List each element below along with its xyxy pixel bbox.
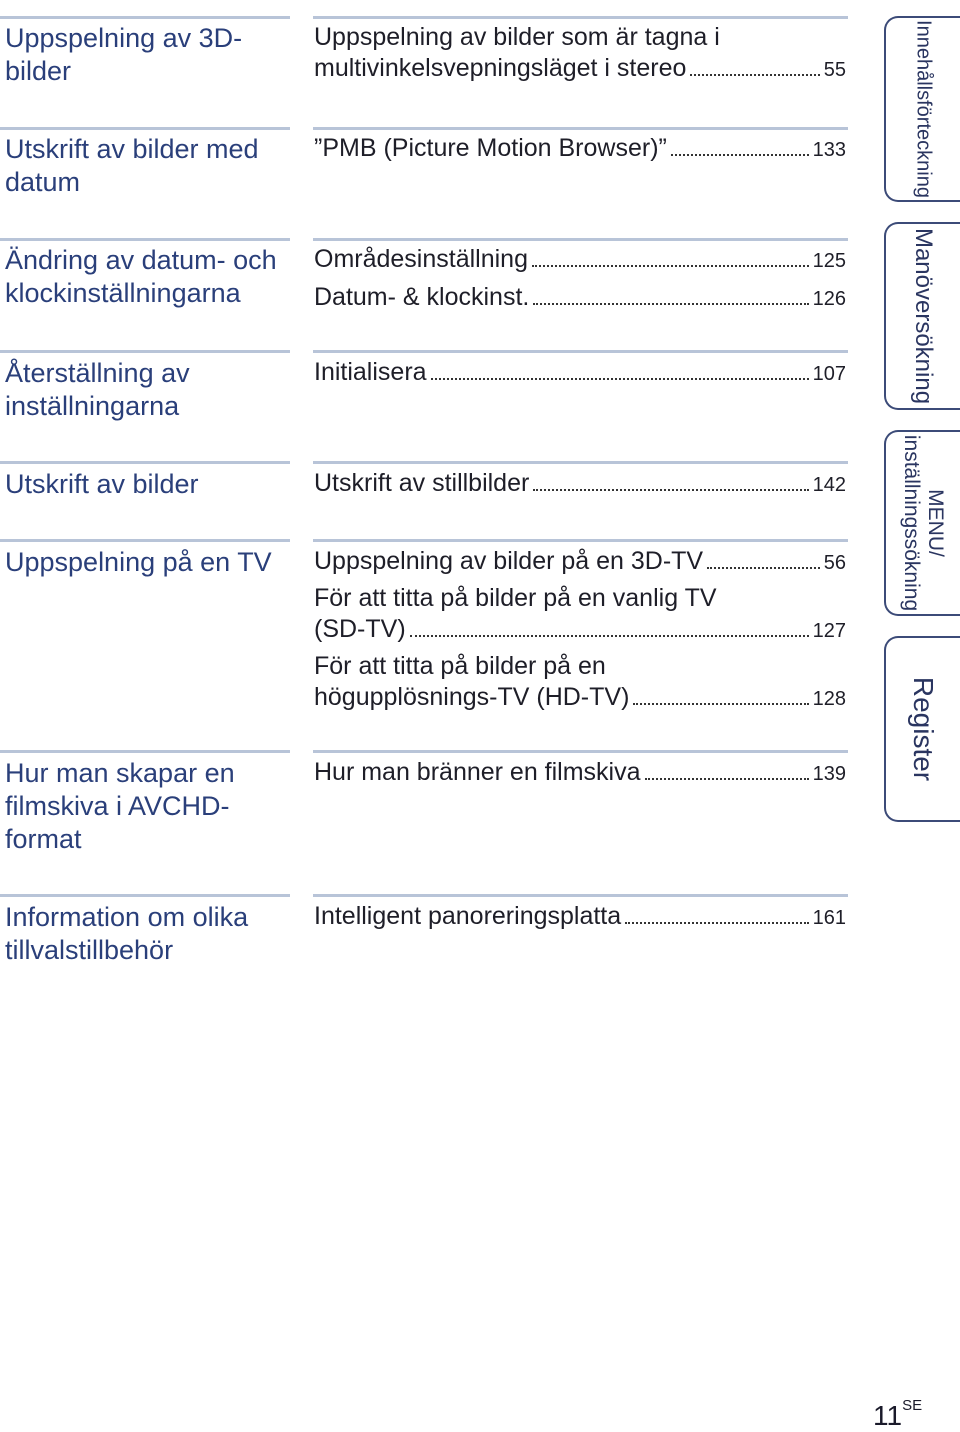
entry-pmb[interactable] [314, 133, 846, 166]
leader-dots [707, 567, 820, 569]
page-ref: 125 [812, 250, 846, 272]
section-divider [0, 894, 290, 897]
tab-table-of-contents[interactable] [884, 16, 960, 202]
entry-label: Uppspelning av bilder på en 3D-TV [314, 547, 704, 575]
topic-line: bilder [5, 56, 72, 86]
page-number-value: 11 [873, 1400, 903, 1431]
topic-reset-settings[interactable] [5, 357, 295, 423]
tab-label: Innehållsförteckning [912, 20, 935, 198]
entry-date-clock-setup[interactable] [314, 282, 846, 315]
section-divider [313, 894, 848, 897]
page-ref: 161 [812, 907, 846, 929]
entry-label: Datum- & klockinst. [314, 283, 530, 311]
leader-dots [431, 378, 809, 380]
topic-print-images[interactable] [5, 468, 295, 501]
topic-line: Hur man skapar en [5, 758, 235, 788]
page-ref: 127 [812, 620, 846, 642]
topic-line: filmskiva i AVCHD- [5, 791, 230, 821]
tab-index[interactable] [884, 636, 960, 822]
tab-menu-settings-search[interactable] [884, 430, 960, 616]
section-divider [0, 750, 290, 753]
section-divider [0, 461, 290, 464]
leader-dots [533, 303, 808, 305]
tab-label-line: inställningssökning [900, 434, 923, 612]
leader-dots [625, 922, 808, 924]
leader-dots [533, 489, 808, 491]
tab-label [899, 435, 947, 611]
entry-burn-disc[interactable] [314, 757, 846, 790]
entry-initialize[interactable] [314, 357, 846, 390]
topic-accessories[interactable] [5, 901, 295, 967]
page-ref: 133 [812, 139, 846, 161]
entry-3d-tv[interactable] [314, 546, 846, 579]
page-ref: 55 [823, 59, 846, 81]
section-divider [313, 238, 848, 241]
section-divider [313, 539, 848, 542]
section-divider [313, 16, 848, 19]
topic-line: Utskrift av bilder [5, 469, 199, 499]
leader-dots [645, 778, 809, 780]
topic-print-with-date[interactable] [5, 133, 295, 199]
page-ref: 56 [823, 552, 846, 574]
entry-line: Uppspelning av bilder som är tagna i [314, 23, 720, 51]
topic-avchd-disc[interactable] [5, 757, 295, 856]
topic-line: tillvalstillbehör [5, 935, 174, 965]
section-divider [0, 238, 290, 241]
entry-area-setting[interactable] [314, 244, 846, 277]
leader-dots [671, 154, 809, 156]
topic-line: Information om olika [5, 902, 249, 932]
section-divider [313, 750, 848, 753]
section-divider [313, 127, 848, 130]
topic-line: format [5, 824, 82, 854]
section-divider [0, 127, 290, 130]
page-number [873, 1397, 923, 1432]
section-divider [0, 539, 290, 542]
section-divider [313, 350, 848, 353]
entry-label: Utskrift av stillbilder [314, 469, 530, 497]
entry-panorama-plate[interactable] [314, 901, 846, 934]
topic-line: inställningarna [5, 391, 180, 421]
topic-line: datum [5, 167, 81, 197]
entry-label: Hur man bränner en filmskiva [314, 758, 641, 786]
tab-label-line: MENU/ [924, 489, 947, 557]
topic-line: klockinställningarna [5, 278, 241, 308]
entry-line: För att titta på bilder på en [314, 652, 606, 680]
entry-label: Intelligent panoreringsplatta [314, 902, 622, 930]
section-divider [0, 350, 290, 353]
topic-tv-playback[interactable] [5, 546, 295, 579]
entry-label: Initialisera [314, 358, 427, 386]
section-divider [313, 461, 848, 464]
entry-label: multivinkelsvepningsläget i stereo [314, 54, 687, 82]
entry-hd-tv[interactable] [314, 651, 846, 715]
tab-label: Manöversökning [910, 227, 937, 405]
entry-sd-tv[interactable] [314, 583, 846, 647]
page-ref: 107 [812, 363, 846, 385]
leader-dots [633, 703, 808, 705]
topic-3d-playback[interactable] [5, 22, 295, 88]
topic-line: Uppspelning av 3D- [5, 23, 243, 53]
entry-multiangle-stereo[interactable] [314, 22, 846, 86]
entry-label: Områdesinställning [314, 245, 528, 273]
entry-print-stills[interactable] [314, 468, 846, 501]
page-ref: 142 [812, 474, 846, 496]
entry-label: högupplösnings-TV (HD-TV) [314, 683, 630, 711]
topic-line: Uppspelning på en TV [5, 547, 272, 577]
leader-dots [690, 74, 819, 76]
topic-date-clock[interactable] [5, 244, 295, 310]
entry-label: ”PMB (Picture Motion Browser)” [314, 134, 667, 162]
section-divider [0, 16, 290, 19]
entry-line: För att titta på bilder på en vanlig TV [314, 584, 717, 612]
page-language-code: SE [902, 1397, 923, 1414]
page-ref: 126 [812, 288, 846, 310]
topic-line: Ändring av datum- och [5, 245, 277, 275]
tab-label: Register [908, 676, 939, 782]
topic-line: Återställning av [5, 358, 190, 388]
topic-line: Utskrift av bilder med [5, 134, 259, 164]
page-ref: 128 [812, 688, 846, 710]
page-ref: 139 [812, 763, 846, 785]
tab-operation-search[interactable] [884, 222, 960, 410]
leader-dots [410, 635, 809, 637]
leader-dots [532, 265, 809, 267]
entry-label: (SD-TV) [314, 615, 406, 643]
